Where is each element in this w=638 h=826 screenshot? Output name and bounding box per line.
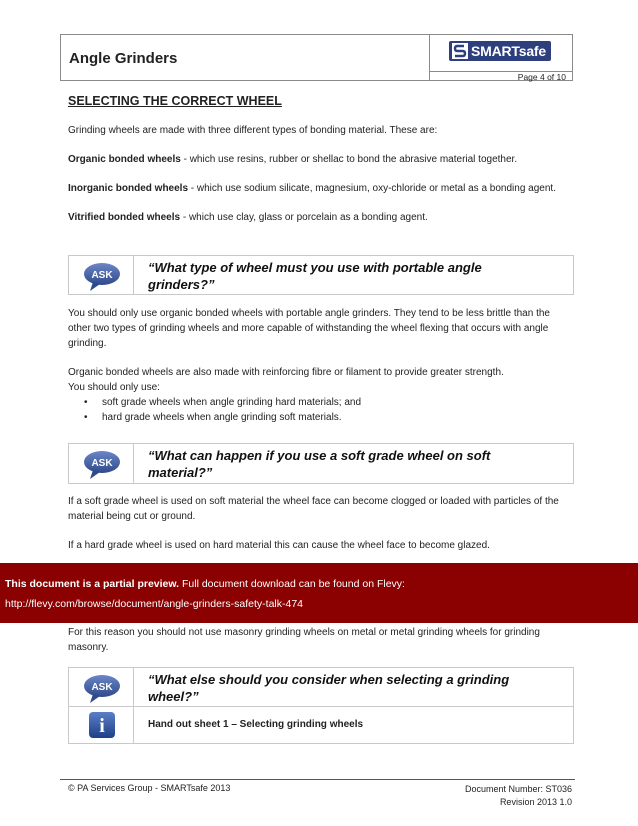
list-item-text: hard grade wheels when angle grinding soft materials. xyxy=(102,412,342,423)
ask-icon-label: ASK xyxy=(91,270,113,281)
banner-bold: This document is a partial preview. xyxy=(5,578,180,590)
bonding-type-vitrified xyxy=(68,210,578,225)
bullet-icon: • xyxy=(84,397,88,408)
banner-line xyxy=(5,578,405,590)
footer-doc-info xyxy=(465,783,572,809)
speech-bubble-icon xyxy=(82,450,122,480)
info-icon-label: i xyxy=(99,715,105,737)
footer-rule xyxy=(60,779,575,780)
bonding-type-organic xyxy=(68,152,578,167)
banner-link[interactable]: http://flevy.com/browse/document/angle-grinders-safety-talk-474 xyxy=(5,598,304,610)
list-item xyxy=(68,395,568,410)
logo-mark-icon xyxy=(452,43,468,59)
intro-text: Grinding wheels are made with three different types of bonding material. These are: xyxy=(68,125,438,136)
paragraph-organic-only: You should only use organic bonded wheels with portable angle grinders. They tend to be less brittle than the other two types of grinding wheels and more capable of withstanding the wheel flexing that occurs with angle grinding. xyxy=(68,308,550,349)
row-divider xyxy=(69,706,573,707)
bonding-type-inorganic xyxy=(68,181,568,196)
footer-copyright: © PA Services Group - SMARTsafe 2013 xyxy=(68,783,231,793)
info-icon xyxy=(89,712,115,738)
ask-question: “What type of wheel must you use with portable angle grinders?” xyxy=(148,260,482,292)
footer-doc-number: Document Number: ST036 xyxy=(464,784,572,794)
ask-box-grinding-wheel xyxy=(68,667,574,744)
ask-box-divider xyxy=(133,444,134,483)
paragraph-masonry: For this reason you should not use masonry grinding wheels on metal or metal grinding wheels for grinding masonry. xyxy=(68,627,540,653)
list-item-text: soft grade wheels when angle grinding hard materials; and xyxy=(102,397,362,408)
ask-box-soft-grade xyxy=(68,443,574,484)
speech-bubble-icon xyxy=(82,262,122,292)
speech-bubble-icon xyxy=(82,674,122,704)
bonding-desc: - which use sodium silicate, magnesium, oxy-chloride or metal as a bonding agent. xyxy=(188,183,556,194)
ask-question: “What else should you consider when selecting a grinding wheel?” xyxy=(148,672,510,704)
paragraph-soft-grade: If a soft grade wheel is used on soft material the wheel face can become clogged or loaded with particles of the material being cut or ground. xyxy=(68,496,559,522)
banner-text: Full document download can be found on Flevy: xyxy=(179,578,405,590)
paragraph-hard-grade: If a hard grade wheel is used on hard material this can cause the wheel face to become glazed. xyxy=(68,540,490,551)
ask-box-divider xyxy=(133,256,134,294)
document-title: Angle Grinders xyxy=(69,50,178,67)
page-header xyxy=(60,34,573,81)
bonding-desc: - which use clay, glass or porcelain as a bonding agent. xyxy=(180,212,428,223)
section-heading: SELECTING THE CORRECT WHEEL xyxy=(68,94,282,108)
preview-banner xyxy=(0,563,638,623)
bullet-icon: • xyxy=(84,412,88,423)
you-should-use-line: You should only use: xyxy=(68,382,160,393)
ask-icon-label: ASK xyxy=(91,682,113,693)
header-divider xyxy=(429,35,430,80)
ask-icon-label: ASK xyxy=(91,458,113,469)
logo-text: SMARTsafe xyxy=(471,43,546,59)
footer-revision: Revision 2013 1.0 xyxy=(499,797,572,807)
list-item xyxy=(68,410,568,425)
main-content xyxy=(68,94,578,225)
info-text: Hand out sheet 1 – Selecting grinding wheels xyxy=(148,719,364,730)
page-number: Page 4 of 10 xyxy=(517,72,566,82)
bonding-term: Inorganic bonded wheels xyxy=(68,183,189,194)
paragraph-reinforcing xyxy=(68,365,568,425)
ask-box-wheel-type xyxy=(68,255,574,295)
ask-question: “What can happen if you use a soft grade wheel on soft material?” xyxy=(148,448,491,480)
bonding-term: Organic bonded wheels xyxy=(68,154,181,165)
reinforcing-line: Organic bonded wheels are also made with reinforcing fibre or filament to provide greater strength. xyxy=(68,367,504,378)
bonding-term: Vitrified bonded wheels xyxy=(68,212,181,223)
smartsafe-logo xyxy=(449,41,551,61)
bonding-desc: - which use resins, rubber or shellac to bond the abrasive material together. xyxy=(180,154,518,165)
wheel-grade-list xyxy=(68,395,568,425)
